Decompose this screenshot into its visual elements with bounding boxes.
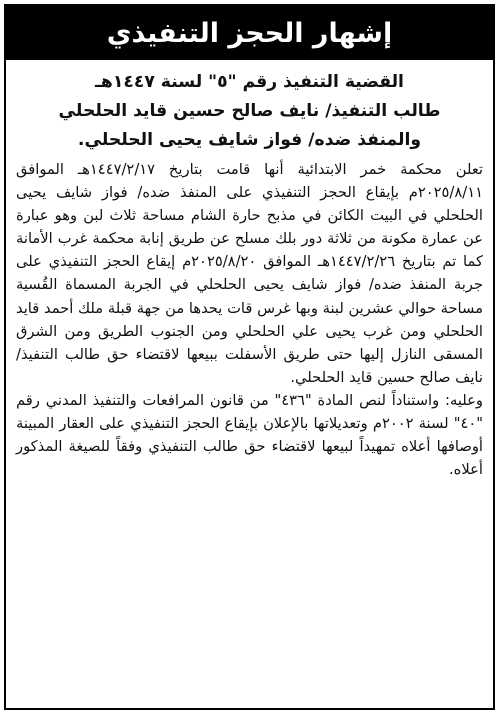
defendant-line: والمنفذ ضده/ فواز شايف يحيى الحلحلي.: [77, 130, 422, 150]
notice-paragraph-seizure: تعلن محكمة خمر الابتدائية أنها قامت بتاريخ ١٤٤٧/٢/١٧هـ الموافق ٢٠٢٥/٨/١١م بإيقاع الحجز التنفيذي على المنفذ ضده/ فواز شايف يحيى الحلحلي في البيت الكائن في مذبح حارة الشام مساحة ثلاث لبن وهو عبارة عن عمارة مكونة من ثلاثة دور بلك مسلح عن طريق إنابة محكمة غرب الأمانة كما تم بتاريخ ١٤٤٧/٢/٢٦هـ الموافق ٢٠٢٥/٨/٢٠م إيقاع الحجز التنفيذي على جربة المنفذ ضده/ فواز شايف يحيى الحلحلي في الجربة المسماة القُسية مساحة حوالي عشرين لبنة وبها غرس قات يحدها من جهة قبلة ملك أحمد قايد الحلحلي ومن غرب يحيى علي الحلحلي ومن الجنوب الطريق ومن الشرق المسقى النازل إليها حتى طريق الأسفلت ببيعها لاقتضاء حق طالب التنفيذ/ نايف صالح حسين قايد الحلحلي.: [16, 161, 484, 386]
notice-paragraph-legal-basis: وعليه: واستناداً لنص المادة "٤٣٦" من قانون المرافعات والتنفيذ المدني رقم "٤٠" لسنة ٢٠٠٢م وتعديلاتها بالإعلان بإيقاع الحجز التنفيذي على العقار المبينة أوصافها أعلاه تمهيداً لبيعها لاقتضاء حق طالب التنفيذي وفقاً للصيغة المذكور أعلاه.: [16, 391, 484, 479]
case-heading: [6, 60, 493, 155]
case-number-line: القضية التنفيذ رقم "٥" لسنة ١٤٤٧هـ: [95, 72, 404, 92]
notice-title: إشهار الحجز التنفيذي: [106, 17, 393, 49]
notice-body: [6, 155, 493, 481]
legal-notice: [4, 4, 495, 710]
title-banner: [6, 6, 493, 60]
claimant-line: طالب التنفيذ/ نايف صالح حسين قايد الحلحلي: [58, 101, 441, 121]
